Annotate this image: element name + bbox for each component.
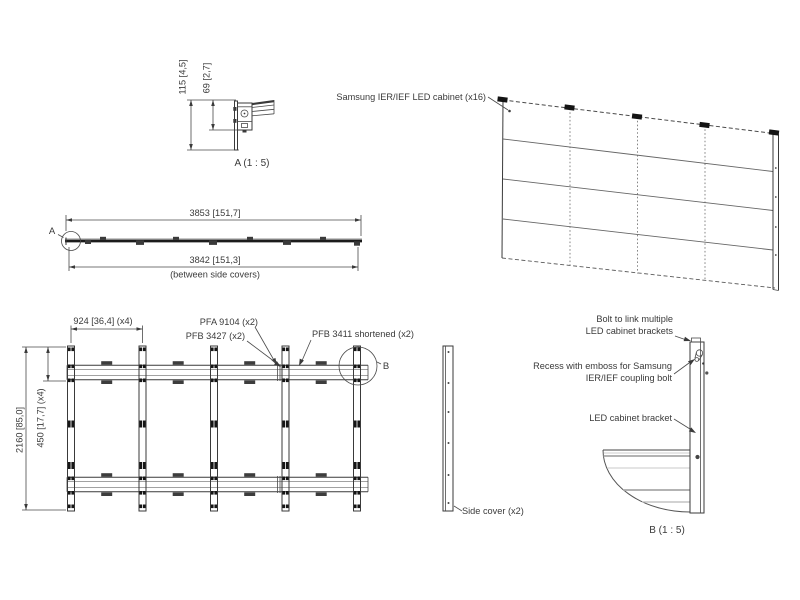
dim-450: 450 [17,7] (x4) [35, 388, 46, 448]
dim-3853: 3853 [151,7] [189, 208, 241, 218]
detail-a-caption: A (1 : 5) [234, 158, 270, 169]
detail-b-caption: B (1 : 5) [649, 525, 685, 536]
rail-top-view [49, 208, 362, 280]
cabinet-brackets [68, 346, 361, 511]
dim-115: 115 [4,5] [177, 59, 188, 95]
cabinet-perspective-view [336, 92, 779, 291]
dim-924: 924 [36,4] (x4) [73, 316, 133, 326]
detail-a-marker: A [48, 226, 56, 237]
cabinet-cutaway [603, 450, 690, 512]
frame-front-view [14, 316, 414, 511]
label-recess-line2: IER/IEF coupling bolt [585, 373, 672, 383]
link-bolt [692, 338, 701, 342]
detail-a-view [177, 59, 274, 169]
label-pfa-9104: PFA 9104 (x2) [199, 317, 258, 327]
rail-clips [101, 361, 327, 496]
dim-3842: 3842 [151,3] [189, 255, 241, 265]
detail-b-marker: B [382, 361, 390, 372]
label-led-bracket: LED cabinet bracket [589, 413, 672, 423]
label-bolt-line1: Bolt to link multiple [596, 314, 673, 324]
label-recess-line1: Recess with emboss for Samsung [533, 361, 672, 371]
label-pfb-3411: PFB 3411 shortened (x2) [312, 329, 414, 339]
dim-69: 69 [2,7] [201, 62, 212, 94]
dim-2160: 2160 [85,0] [14, 407, 25, 453]
label-samsung-cabinet: Samsung IER/IEF LED cabinet (x16) [336, 92, 486, 102]
rail-profile-stub [252, 100, 274, 116]
led-cabinet-bracket-bar [690, 342, 704, 513]
top-clips [497, 96, 779, 135]
detail-b-view [533, 314, 708, 536]
keyhole-recess [695, 350, 703, 362]
bracket-bolt-marks [68, 348, 360, 509]
label-side-cover: Side cover (x2) [462, 506, 524, 516]
label-pfb-3427: PFB 3427 (x2) [185, 331, 245, 341]
side-cover-view [443, 346, 524, 516]
perspective-side-cover [773, 134, 779, 291]
label-bolt-line2: LED cabinet brackets [585, 326, 673, 336]
dim-3842-note: (between side covers) [170, 269, 260, 280]
